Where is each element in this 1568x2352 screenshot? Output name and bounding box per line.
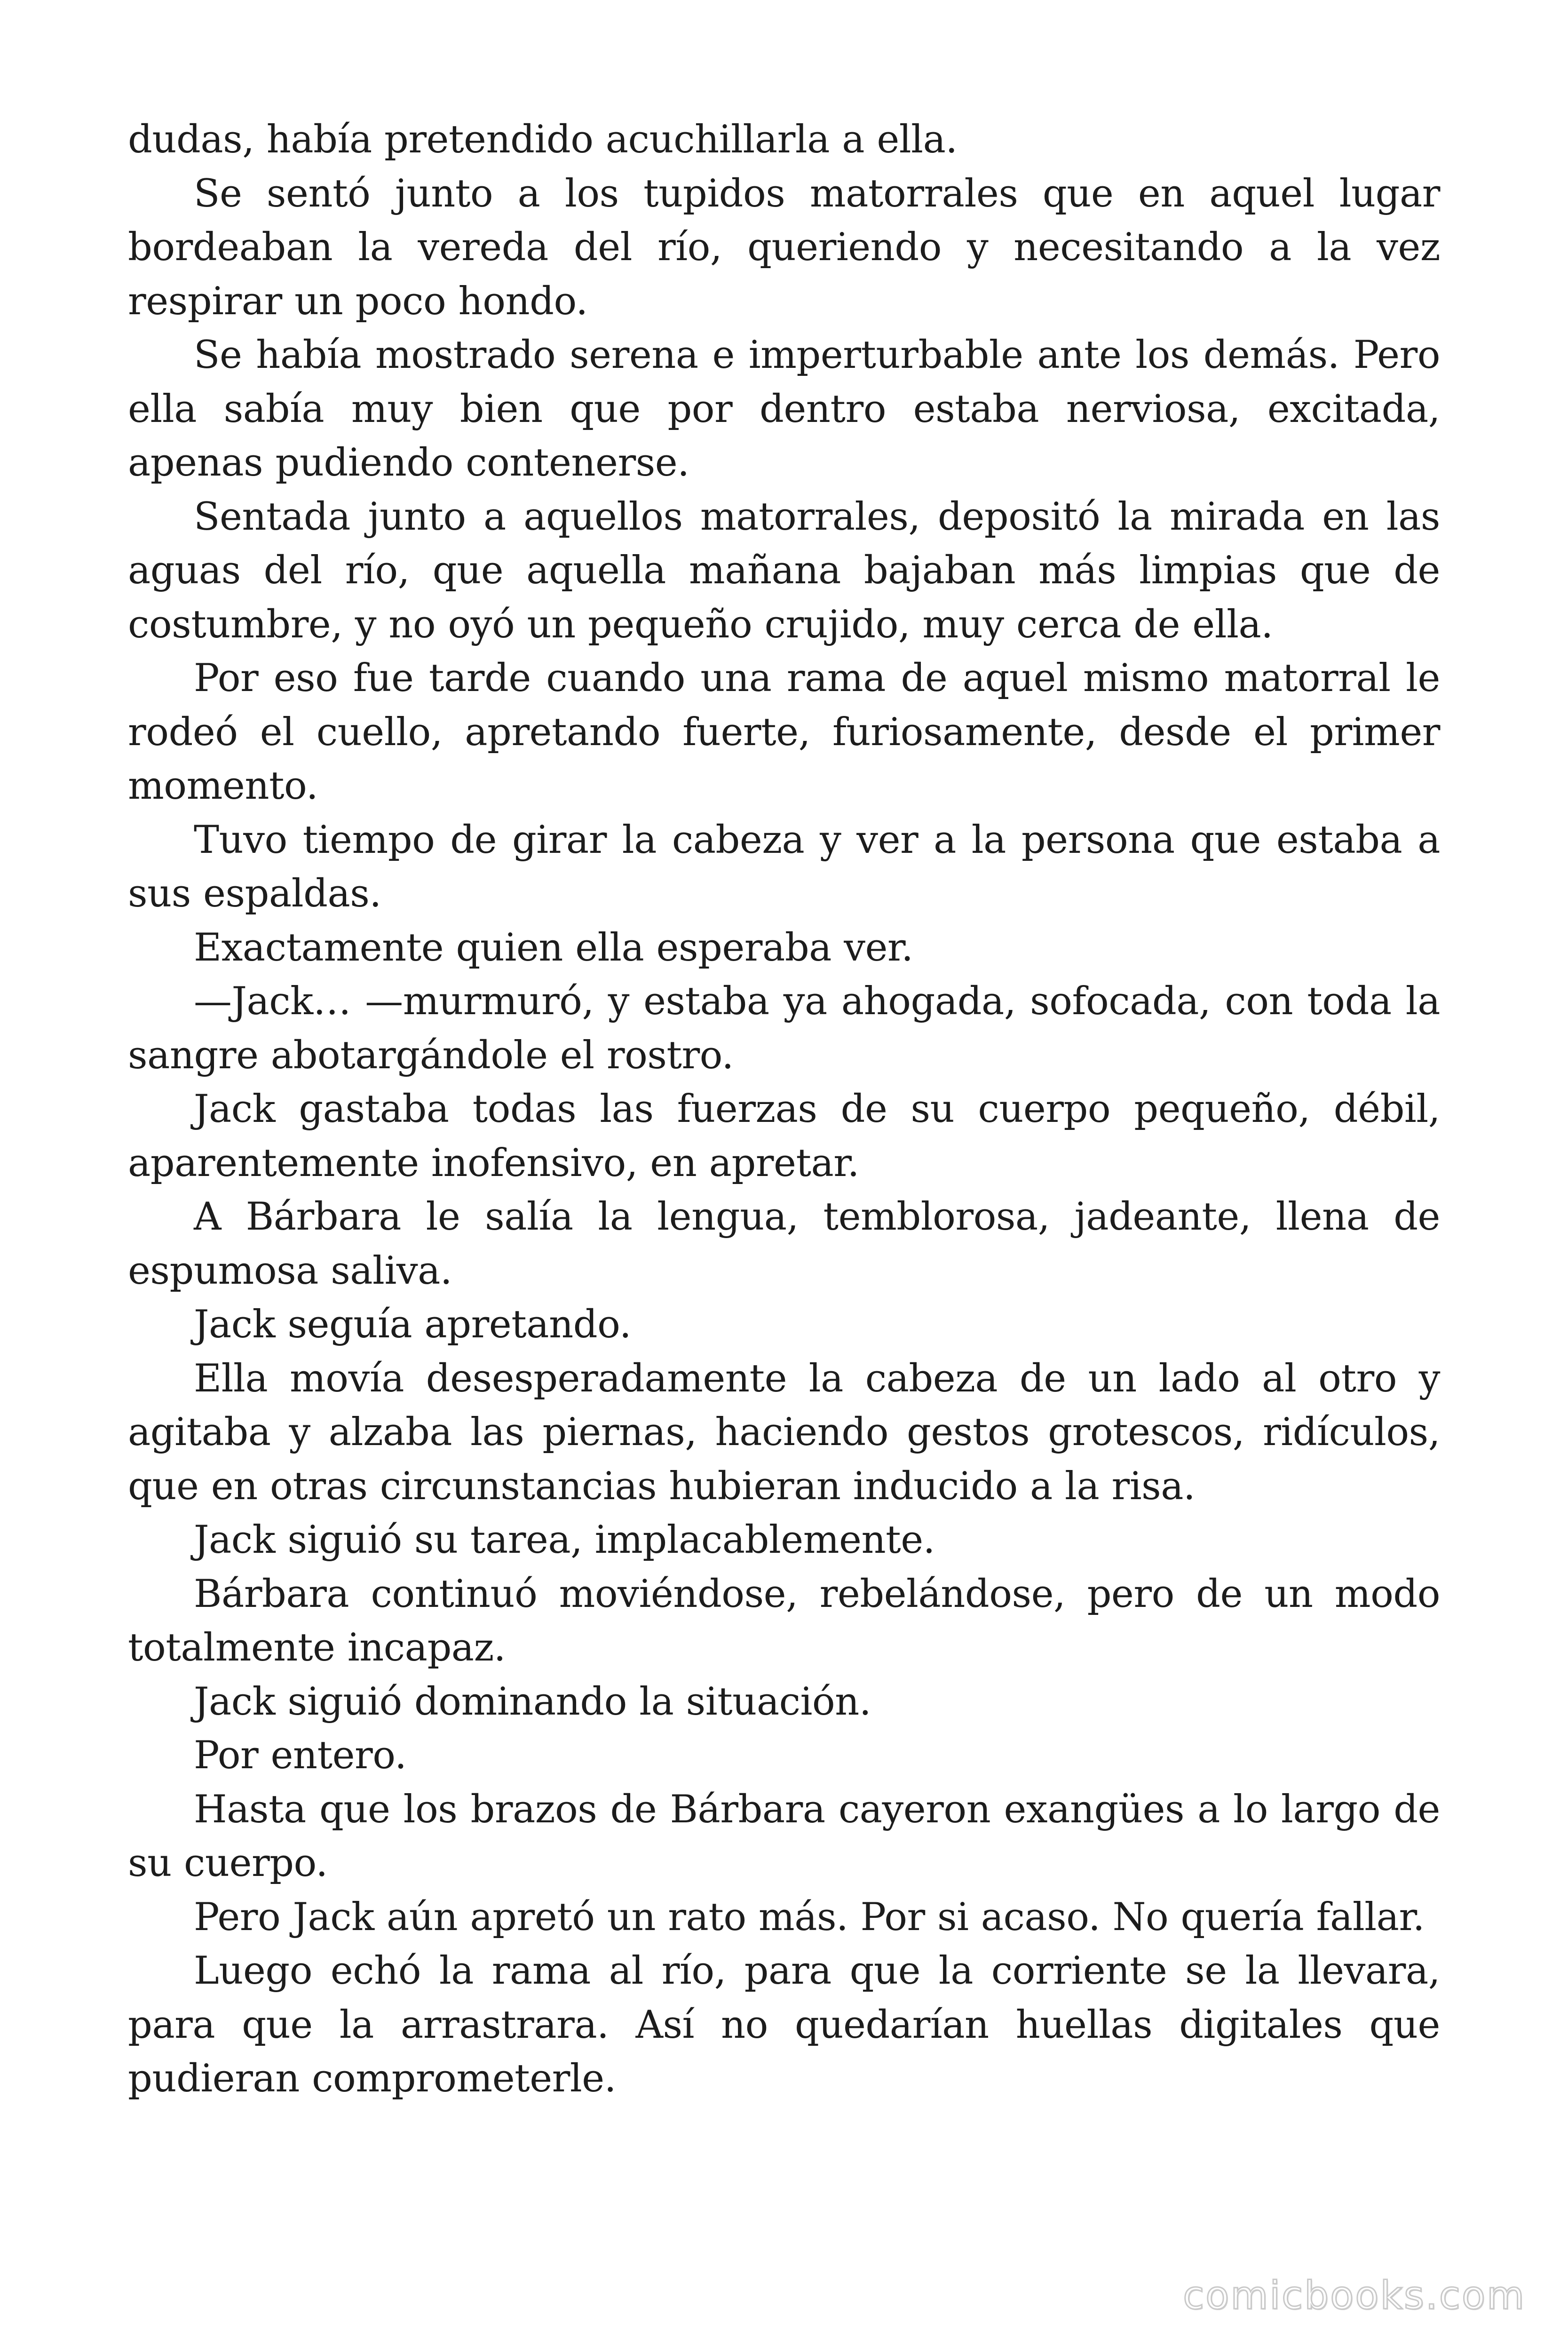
watermark: comicbooks.com (1183, 2273, 1526, 2318)
paragraph: A Bárbara le salía la lengua, temblorosa, jadeante, llena de espumosa saliva. (128, 1195, 1440, 1293)
paragraph-continuation: dudas, había pretendido acuchillarla a ella. (128, 118, 958, 162)
paragraph: Jack seguía apretando. (194, 1303, 632, 1347)
paragraph: Por eso fue tarde cuando una rama de aquel mismo matorral le rodeó el cuello, apretando fuerte, furiosamente, desde el primer momento. (128, 656, 1440, 808)
paragraph: Exactamente quien ella esperaba ver. (194, 925, 913, 970)
paragraph: —Jack… —murmuró, y estaba ya ahogada, sofocada, con toda la sangre abotargándole el rostro. (128, 979, 1440, 1078)
paragraph: Tuvo tiempo de girar la cabeza y ver a la persona que estaba a sus espaldas. (128, 818, 1440, 916)
paragraph: Bárbara continuó moviéndose, rebelándose, pero de un modo totalmente incapaz. (128, 1572, 1440, 1670)
paragraph: Por entero. (194, 1733, 407, 1778)
paragraph: Jack siguió dominando la situación. (194, 1679, 871, 1724)
paragraph: Hasta que los brazos de Bárbara cayeron exangües a lo largo de su cuerpo. (128, 1787, 1440, 1885)
body-text (128, 113, 1440, 2106)
paragraph: Jack siguió su tarea, implacablemente. (194, 1518, 935, 1562)
paragraph: Ella movía desesperadamente la cabeza de un lado al otro y agitaba y alzaba las piernas, haciendo gestos grotescos, ridículos, que en otras circunstancias hubieran inducido a la risa. (128, 1356, 1440, 1509)
paragraph: Jack gastaba todas las fuerzas de su cuerpo pequeño, débil, aparentemente inofensivo, en apretar. (128, 1087, 1440, 1185)
paragraph: Luego echó la rama al río, para que la corriente se la llevara, para que la arrastrara. Así no quedarían huellas digitales que pudieran comprometerle. (128, 1949, 1440, 2101)
paragraph: Sentada junto a aquellos matorrales, depositó la mirada en las aguas del río, que aquella mañana bajaban más limpias que de costumbre, y no oyó un pequeño crujido, muy cerca de ella. (128, 494, 1440, 647)
paragraph: Se sentó junto a los tupidos matorrales que en aquel lugar bordeaban la vereda del río, queriendo y necesitando a la vez respirar un poco hondo. (128, 171, 1440, 324)
paragraph: Pero Jack aún apretó un rato más. Por si acaso. No quería fallar. (194, 1895, 1425, 1939)
paragraph: Se había mostrado serena e imperturbable ante los demás. Pero ella sabía muy bien que por dentro estaba nerviosa, excitada, apenas pudiendo contenerse. (128, 333, 1440, 485)
